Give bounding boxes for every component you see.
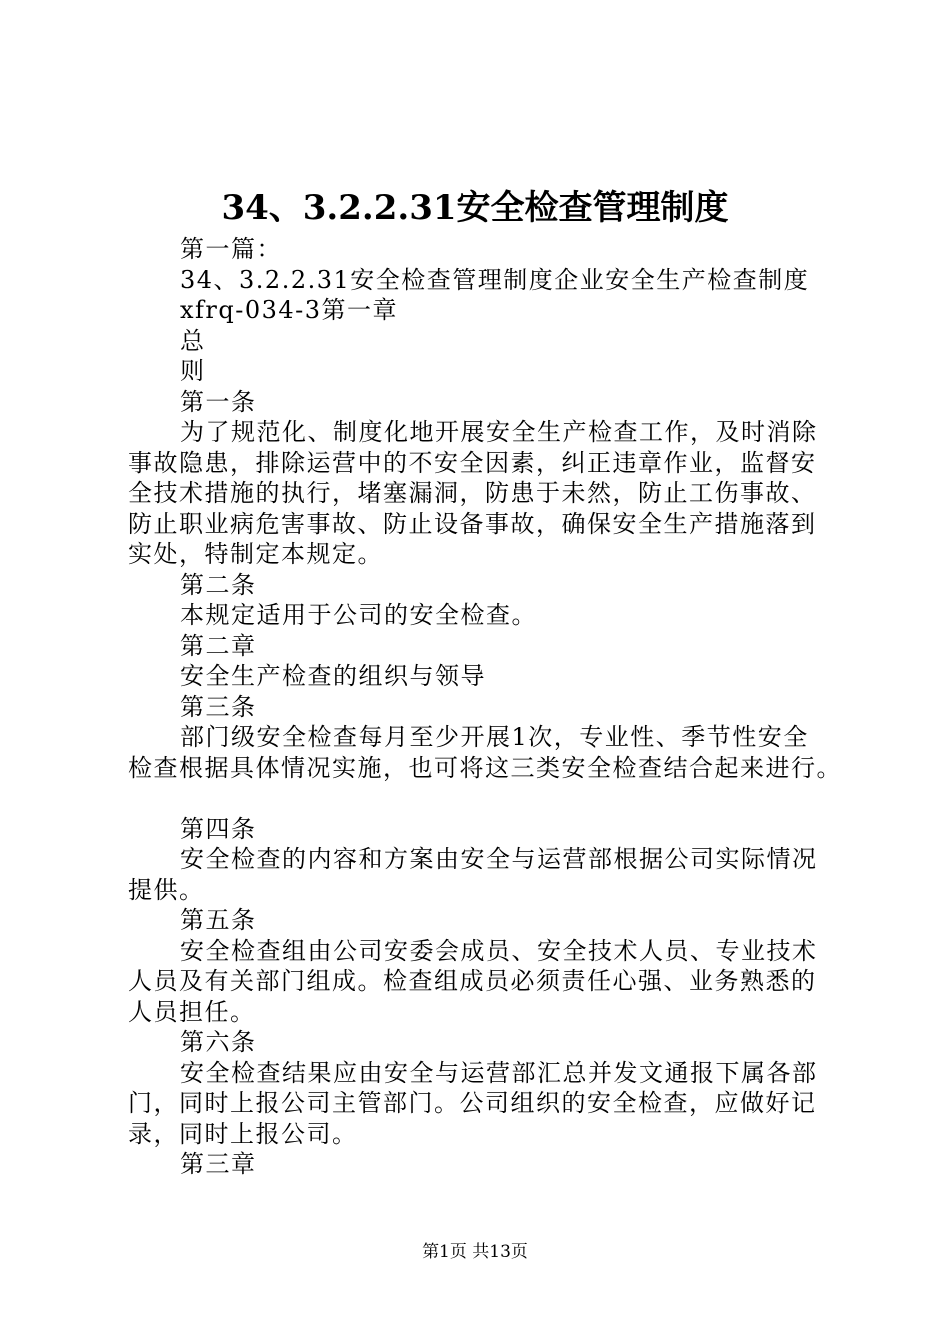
paragraph-line: 全技术措施的执行，堵塞漏洞，防患于未然，防止工伤事故、 (128, 479, 817, 507)
paragraph-line: 人员担任。 (128, 997, 256, 1026)
text-line: 总 (180, 326, 206, 355)
article-heading: 第四条 (180, 814, 257, 843)
paragraph-line: 检查根据具体情况实施，也可将这三类安全检查结合起来进行。 (128, 753, 842, 782)
paragraph-line: 部门级安全检查每月至少开展1次，专业性、季节性安全 (180, 723, 809, 751)
paragraph-line: 实处，特制定本规定。 (128, 540, 383, 568)
text-line: xfrq-034-3第一章 (180, 296, 399, 324)
paragraph-line: 本规定适用于公司的安全检查。 (180, 601, 537, 629)
paragraph-line: 为了规范化、制度化地开展安全生产检查工作，及时消除 (180, 418, 818, 446)
paragraph-line: 提供。 (128, 875, 205, 904)
article-heading: 第一条 (180, 387, 257, 416)
text-line: 则 (180, 357, 206, 385)
paragraph-line: 门，同时上报公司主管部门。公司组织的安全检查，应做好记 (128, 1089, 817, 1117)
article-heading: 第三条 (180, 692, 257, 721)
text-line: 34、3.2.2.31安全检查管理制度企业安全生产检查制度 (180, 265, 810, 294)
chapter-heading: 第二章 (180, 631, 257, 660)
article-heading: 第六条 (180, 1028, 257, 1056)
paragraph-line: 安全检查结果应由安全与运营部汇总并发文通报下属各部 (180, 1058, 818, 1087)
chapter-subtitle: 安全生产检查的组织与领导 (180, 662, 486, 690)
paragraph-line: 人员及有关部门组成。检查组成员必须责任心强、业务熟悉的 (128, 967, 817, 995)
article-heading: 第二条 (180, 570, 257, 599)
document-title: 34、3.2.2.31安全检查管理制度 (221, 188, 729, 228)
document-body (128, 234, 848, 1180)
paragraph-line: 事故隐患，排除运营中的不安全因素，纠正违章作业，监督安 (128, 448, 817, 477)
page-number: 第1页 共13页 (422, 1242, 528, 1262)
paragraph-line: 安全检查组由公司安委会成员、安全技术人员、专业技术 (180, 936, 818, 965)
text-line: 第一篇： (180, 235, 282, 263)
blank-line (128, 783, 848, 814)
paragraph-line: 防止职业病危害事故、防止设备事故，确保安全生产措施落到 (128, 509, 817, 538)
article-heading: 第五条 (180, 906, 257, 934)
paragraph-line: 录，同时上报公司。 (128, 1119, 358, 1148)
paragraph-line: 安全检查的内容和方案由安全与运营部根据公司实际情况 (180, 845, 818, 873)
chapter-heading: 第三章 (180, 1150, 257, 1178)
